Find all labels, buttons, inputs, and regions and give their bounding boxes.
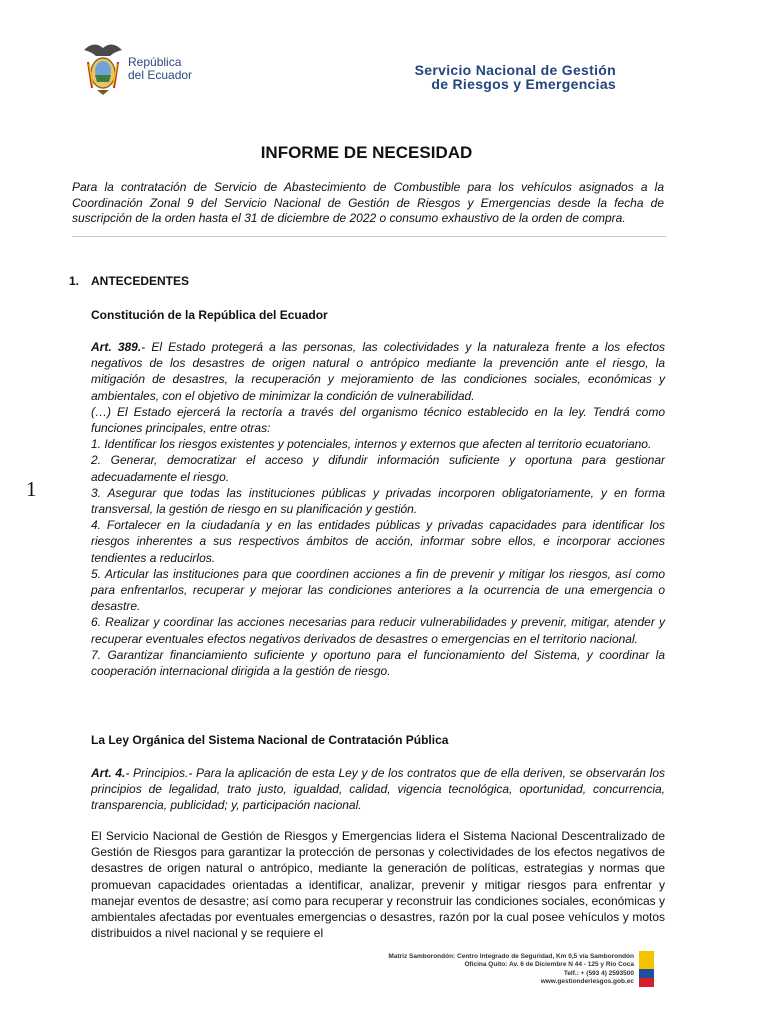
section-title: ANTECEDENTES <box>91 274 190 288</box>
footer-line1: Matriz Samborondón: Centro Integrado de Seguridad, Km 0,5 vía Samborondón <box>388 953 634 960</box>
footer-line3: Telf.: + (593 4) 2593500 <box>563 969 634 977</box>
list-item: 3. Asegurar que todas las instituciones públicas y privadas incorporen obligatoriamente, y en forma transversal, la gestión de riesgo en su planificación y gestión. <box>91 485 665 517</box>
article-389-p2: (…) El Estado ejercerá la rectoría a través del organismo técnico establecido en la ley. Tendrá como funciones principales, entre otras: <box>91 404 665 436</box>
article-4-text: - Principios.- Para la aplicación de esta Ley y de los contratos que de ella deriven, se observarán los principios de legalidad, trato justo, igualdad, calidad, vigencia tecnológica, oportunidad, concurrencia, transparencia, publicidad; y, participación nacional. <box>91 766 665 813</box>
footer-address <box>388 953 634 986</box>
section-heading <box>69 274 189 288</box>
document-subtitle: Para la contratación de Servicio de Abastecimiento de Combustible para los vehículos asignados a la Coordinación Zonal 9 del Servicio Nacional de Gestión de Riesgos y Emergencias desde la fecha de suscripción de la orden hasta el 31 de diciembre de 2022 o consumo exhaustivo de la orden de compra. <box>72 180 664 225</box>
agency-line2: de Riesgos y Emergencias <box>431 76 616 92</box>
article-389 <box>91 339 665 404</box>
article-4 <box>91 765 665 814</box>
agency-logo <box>415 63 616 91</box>
republica-line2: del Ecuador <box>128 68 193 82</box>
article-389-text: - El Estado protegerá a las personas, las colectividades y la naturaleza frente a los efectos negativos de los desastres de origen natural o antrópico mediante la prevención ante el riesgo, la mitigación de desastres, la recuperación y mejoramiento de las condiciones sociales, económicas y ambientales, con el objetivo de minimizar la condición de vulnerabilidad. <box>91 340 665 403</box>
article-389-block <box>91 339 665 679</box>
republica-line1: República <box>128 55 182 69</box>
list-item: 5. Articular las instituciones para que coordinen acciones a fin de prevenir y mitigar los riesgos, así como para enfrentarlos, recuperar y mejorar las condiciones anteriores a la ocurrencia de una emergencia o desastre. <box>91 566 665 614</box>
list-item: 6. Realizar y coordinar las acciones necesarias para reducir vulnerabilidades y prevenir, mitigar, atender y recuperar eventuales efectos negativos derivados de desastres o emergencias en el territorio nacional. <box>91 615 665 646</box>
section-number: 1. <box>69 274 80 288</box>
ecuador-flag-icon <box>639 951 654 987</box>
list-item: 1. Identificar los riesgos existentes y potenciales, internos y externos que afecten al territorio ecuatoriano. <box>91 437 652 452</box>
document-title: INFORME DE NECESIDAD <box>260 143 473 162</box>
article-4-label: Art. 4. <box>91 766 126 780</box>
footer-line2: Oficina Quito: Av. 6 de Diciembre N 44 - 125 y Río Coca <box>464 961 634 969</box>
agency-line1: Servicio Nacional de Gestión <box>414 62 616 78</box>
coat-of-arms-icon <box>80 40 126 96</box>
subheading-losncp: La Ley Orgánica del Sistema Nacional de Contratación Pública <box>91 733 449 747</box>
paragraph-sngre: El Servicio Nacional de Gestión de Riesgos y Emergencias lidera el Sistema Nacional Descentralizado de Gestión de Riesgos para garantizar la protección de personas y colectividades de los efectos negativos de desastres de origen natural o antrópico, mediante la generación de políticas, estrategias y normas que promuevan capacidades orientadas a identificar, analizar, prevenir y mitigar riesgos para enfrentar y manejar eventos de desastre; así como para recuperar y reconstruir las condiciones sociales, económicas y ambientales afectadas por eventuales emergencias o desastres, razón por la cual posee vehículos y motos distribuidos a nivel nacional y se requiere el <box>91 829 665 941</box>
list-item: 4. Fortalecer en la ciudadanía y en las entidades públicas y privadas capacidades para identificar los riesgos inherentes a sus respectivos ámbitos de acción, informar sobre ellos, e incorporar acciones tendientes a reducirlos. <box>91 518 665 565</box>
list-item: 7. Garantizar financiamiento suficiente y oportuno para el funcionamiento del Sistema, y coordinar la cooperación internacional dirigida a la gestión de riesgo. <box>91 647 665 679</box>
subheading-constitucion: Constitución de la República del Ecuador <box>91 308 328 322</box>
page-number: 1 <box>26 477 37 501</box>
article-389-label: Art. 389. <box>91 340 142 354</box>
list-item: 2. Generar, democratizar el acceso y difundir información suficiente y oportuna para gestionar adecuadamente el riesgo. <box>91 453 665 484</box>
republica-ecuador-logo <box>80 40 210 98</box>
footer-line4: www.gestionderiesgos.gob.ec <box>540 977 634 985</box>
divider <box>72 236 666 237</box>
